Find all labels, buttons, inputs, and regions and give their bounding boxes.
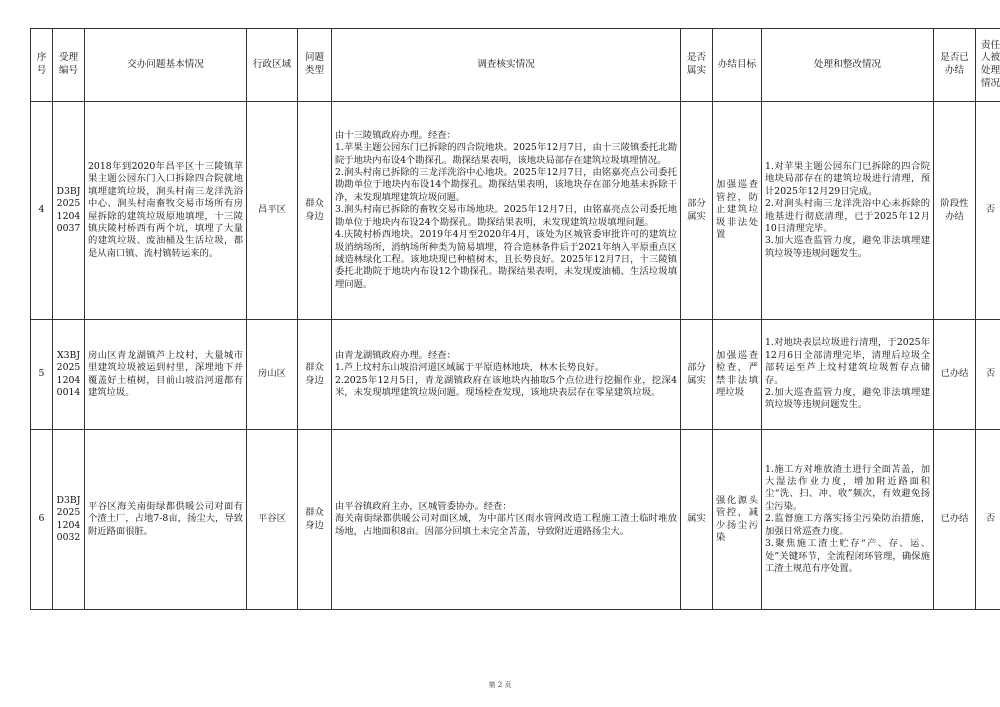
header-goal: 办结目标 — [713, 29, 762, 102]
cell-handling-line: 2.对涧头村南三龙洋洗浴中心未拆除的地基进行彻底清理，已于2025年12月10日清理完毕。 — [765, 198, 930, 234]
cell-completed: 已办结 — [934, 320, 976, 430]
document-page — [30, 28, 1000, 610]
header-problem: 交办问题基本情况 — [85, 29, 247, 102]
header-verified: 是否属实 — [681, 29, 713, 102]
cell-investigation-line: 2.涧头村南已拆除的三龙洋洗浴中心地块。2025年12月7日，由铭嘉亮点公司委托勘勘单位于地块内布设14个勘探孔。勘探结果表明，该地块存在部分地基未拆除干净，未发现填埋建筑垃圾问题。 — [335, 167, 677, 203]
table-row — [31, 320, 1000, 430]
table-row — [31, 102, 1000, 320]
header-seq: 序号 — [31, 29, 53, 102]
cell-completed: 阶段性办结 — [934, 102, 976, 320]
header-id: 受理编号 — [53, 29, 85, 102]
case-table — [30, 28, 1000, 610]
cell-id: X3BJ202512040014 — [53, 320, 85, 430]
header-handling: 处理和整改情况 — [762, 29, 934, 102]
cell-completed: 已办结 — [934, 430, 976, 610]
cell-handling — [762, 102, 934, 320]
page-number: 第 2 页 — [488, 681, 512, 689]
cell-verified: 部分属实 — [681, 320, 713, 430]
cell-problem: 2018年到2020年昌平区十三陵镇苹果主题公园东门入口拆除四合院就地填埋建筑垃圾，涧头村南三龙洋洗浴中心、涧头村南畜牧交易市场所有房屋拆除的建筑垃圾原地填埋，十三陵镇庆陵村桥西有两个坑，填埋了大量的建筑垃圾、废油桶及生活垃圾，都是从南口镇、流村镇转运来的。 — [85, 102, 247, 320]
cell-verified: 部分属实 — [681, 102, 713, 320]
cell-goal: 加强巡查检查，严禁非法填埋垃圾 — [713, 320, 762, 430]
cell-investigation-line: 由十三陵镇政府办理。经查： — [335, 129, 456, 141]
cell-investigation — [332, 430, 681, 610]
cell-district: 平谷区 — [247, 430, 298, 610]
header-district: 行政区域 — [247, 29, 298, 102]
cell-handling-line: 3.聚焦施工渣土贮存“产、存、运、处”关键环节，全流程闭环管理，确保施工渣土规范有序处置。 — [765, 538, 930, 574]
cell-investigation-line: 1.苹果主题公园东门已拆除的四合院地块。2025年12月7日，由十三陵镇委托北勘院于地块内布设4个勘探孔。勘探结果表明，该地块局部存在建筑垃圾填埋情况。 — [335, 142, 677, 166]
cell-handling-line: 1.对苹果主题公园东门已拆除的四合院地块局部存在的建筑垃圾进行清理，预计2025年12月29日完成。 — [765, 160, 930, 197]
cell-problem: 房山区青龙湖镇芦上坟村，大量城市里建筑垃圾被运到村里，深埋地下并覆盖好土植树，目前山坡沿河道都有建筑垃圾。 — [85, 320, 247, 430]
cell-seq: 4 — [31, 102, 53, 320]
cell-accountable: 否 — [976, 430, 1000, 610]
cell-accountable: 否 — [976, 320, 1000, 430]
cell-problem: 平谷区海关南街绿都供暖公司对面有个渣土厂，占地7-8亩，扬尘大，导致附近路面很脏。 — [85, 430, 247, 610]
cell-district: 房山区 — [247, 320, 298, 430]
cell-verified: 属实 — [681, 430, 713, 610]
cell-type: 群众身边 — [298, 320, 332, 430]
header-investigation: 调查核实情况 — [332, 29, 681, 102]
cell-handling-line: 1.施工方对堆放渣土进行全面苫盖，加大湿法作业力度，增加附近路面积尘“洗、扫、冲、收”频次，有效避免扬尘污染。 — [765, 463, 930, 512]
header-accountable: 责任人被处理情况 — [976, 29, 1000, 102]
header-row — [31, 29, 1000, 102]
cell-investigation — [332, 320, 681, 430]
cell-handling-line: 3.加大巡查监管力度，避免非法填埋建筑垃圾等违规问题发生。 — [765, 235, 930, 259]
cell-goal: 加强巡查管控，防止建筑垃圾非法处置 — [713, 102, 762, 320]
cell-investigation-line: 4.庆陵村桥西地块。2019年4月至2020年4月，该处为区城管委审批许可的建筑垃圾消纳场所，消纳场所种类为简易填埋，符合造林条件后于2021年纳入平原重点区域造林绿化工程。该地块现已种植树木，且长势良好。2025年12月7日，十三陵镇委托北勘院于地块内布设12个勘探孔。勘探结果表明，未发现废油桶、生活垃圾填埋问题。 — [335, 229, 677, 290]
cell-investigation-line: 由平谷镇政府主办，区城管委协办。经查： — [335, 500, 512, 512]
cell-seq: 5 — [31, 320, 53, 430]
table-row — [31, 430, 1000, 610]
cell-handling — [762, 320, 934, 430]
cell-handling-line: 1.对地块表层垃圾进行清理，于2025年12月6日全部清理完毕，清理后垃圾全部转运至芦上坟村建筑垃圾暂存点储存。 — [765, 337, 930, 386]
cell-goal: 强化源头管控，减少扬尘污染 — [713, 430, 762, 610]
cell-investigation-line: 2.2025年12月5日，青龙湖镇政府在该地块内抽取5个点位进行挖掘作业，挖深4米，未发现填埋建筑垃圾问题。现场检查发现，该地块表层存在零星建筑垃圾。 — [335, 374, 677, 398]
cell-investigation — [332, 102, 681, 320]
cell-id: D3BJ202512040032 — [53, 430, 85, 610]
cell-handling-line: 2.监督施工方落实扬尘污染防治措施，加强日常巡查力度。 — [765, 513, 930, 537]
cell-investigation-line: 海关南街绿都供暖公司对面区域，为中部片区雨水管网改造工程施工渣土临时堆放场地，占地面积8亩。因部分回填土未完全苫盖，导致附近道路扬尘大。 — [335, 513, 677, 537]
cell-id: D3BJ202512040037 — [53, 102, 85, 320]
cell-accountable: 否 — [976, 102, 1000, 320]
cell-handling — [762, 430, 934, 610]
cell-district: 昌平区 — [247, 102, 298, 320]
cell-type: 群众身边 — [298, 102, 332, 320]
cell-type: 群众身边 — [298, 430, 332, 610]
cell-seq: 6 — [31, 430, 53, 610]
header-type: 问题类型 — [298, 29, 332, 102]
cell-investigation-line: 1.芦上坟村东山坡沿河道区域属于平原造林地块，林木长势良好。 — [335, 362, 605, 374]
table-body — [31, 102, 1000, 610]
cell-handling-line: 2.加大巡查监管力度，避免非法填埋建筑垃圾等违规问题发生。 — [765, 386, 930, 411]
header-completed: 是否已办结 — [934, 29, 976, 102]
cell-investigation-line: 3.涧头村南已拆除的畜牧交易市场地块。2025年12月7日，由铭嘉亮点公司委托地勘单位于地块内布设24个勘探孔。勘探结果表明，未发现建筑垃圾填埋问题。 — [335, 204, 677, 228]
cell-investigation-line: 由青龙湖镇政府办理。经查： — [335, 349, 456, 361]
